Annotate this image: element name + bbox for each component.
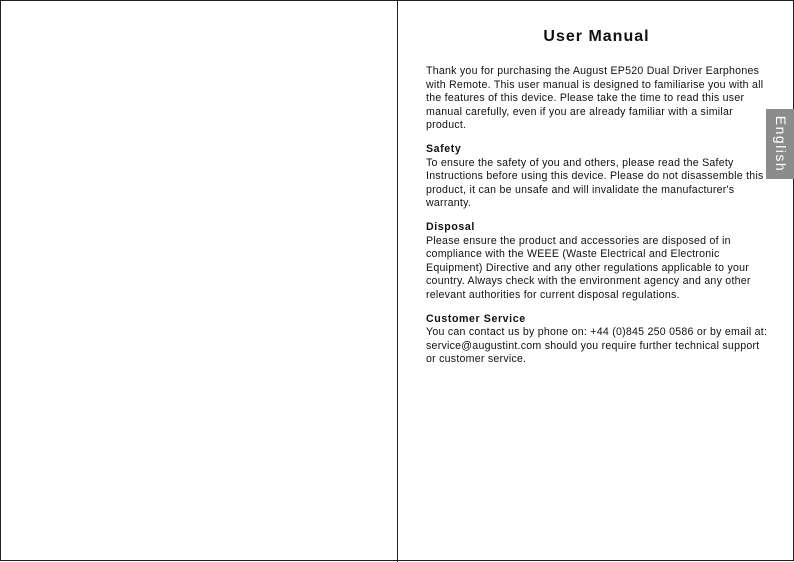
blank-left-page	[1, 1, 398, 562]
intro-paragraph: Thank you for purchasing the August EP520 Dual Driver Earphones with Remote. This user manual is designed to familiarise you with all the features of this device. Please take the time to read this user manual carefully, even if you are already familiar with a similar product.	[426, 65, 764, 132]
disposal-heading: Disposal	[426, 220, 475, 233]
right-page	[398, 1, 794, 562]
language-tab-label: English	[772, 115, 789, 173]
customer-service-text: You can contact us by phone on: +44 (0)845 250 0586 or by email at: service@augustint.com should you require further technical support or customer service.	[426, 326, 768, 366]
safety-section	[426, 143, 770, 211]
disposal-text: Please ensure the product and accessories are disposed of in compliance with the WEEE (Waste Electrical and Electronic Equipment) Directive and any other regulations applicable to your country. Always check with the environment agency and any other relevant authorities for current disposal regulations.	[426, 234, 751, 301]
customer-service-section	[426, 313, 770, 367]
safety-heading: Safety	[426, 142, 462, 155]
manual-content	[426, 65, 770, 367]
safety-text: To ensure the safety of you and others, please read the Safety Instructions before using this device. Please do not disassemble this product, it can be unsafe and will invalidate the manufacturer's warranty.	[426, 156, 764, 210]
disposal-section	[426, 221, 770, 303]
customer-service-heading: Customer Service	[426, 312, 526, 325]
page-title: User Manual	[543, 28, 650, 45]
language-tab	[766, 109, 794, 179]
